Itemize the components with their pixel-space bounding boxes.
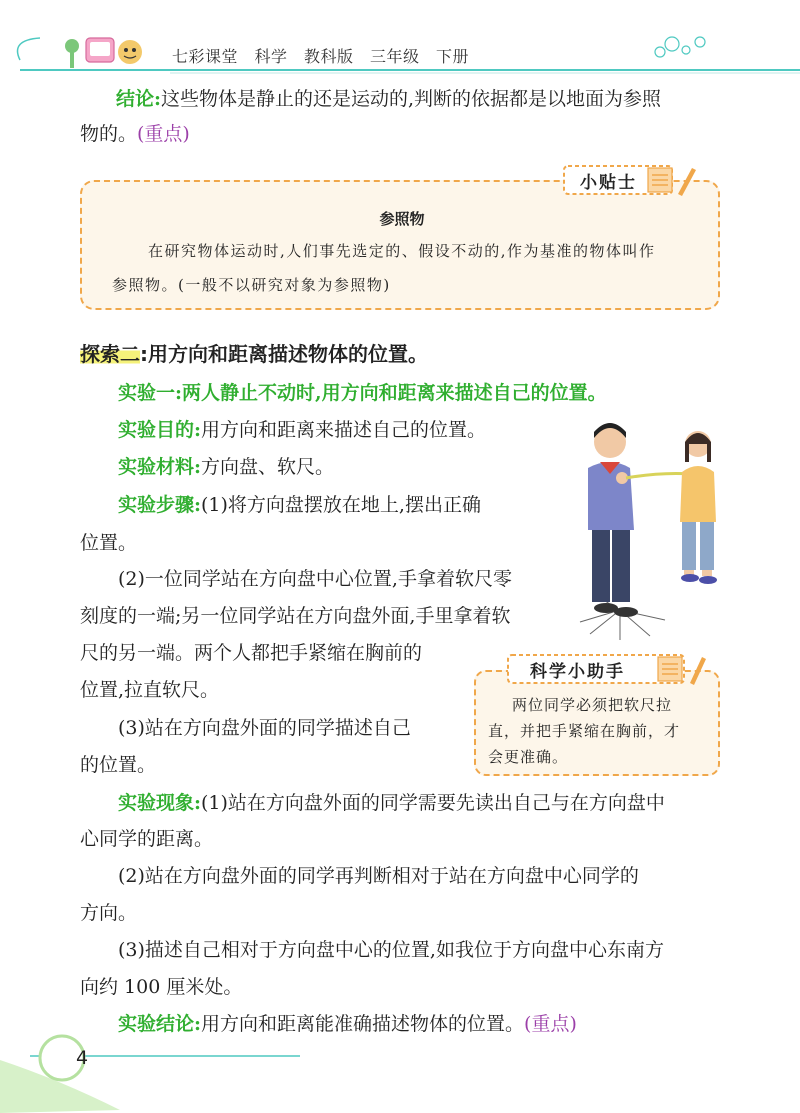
ph3-b: 向约 100 厘米处。	[80, 976, 243, 998]
experiment-title	[118, 376, 607, 411]
helper-tag-label: 科学小助手	[530, 662, 625, 682]
page-number: 4	[75, 1047, 89, 1069]
step1-a: (1)将方向盘摆放在地上,摆出正确	[201, 494, 481, 516]
step2-a: (2)一位同学站在方向盘中心位置,手拿着软尺零	[118, 568, 512, 590]
conclusion-emphasis: (重点)	[137, 123, 190, 145]
tip-title: 参照物	[379, 210, 425, 228]
page-header	[0, 0, 800, 80]
helper-line-3: 会更准确。	[488, 748, 569, 766]
step3-a: (3)站在方向盘外面的同学描述自己	[118, 717, 411, 739]
tip-line-1: 在研究物体运动时,人们事先选定的、假设不动的,作为基准的物体叫作	[148, 242, 656, 260]
ph2-a: (2)站在方向盘外面的同学再判断相对于站在方向盘中心同学的	[118, 865, 639, 887]
helper-line-2: 直，并把手紧缩在胸前，才	[488, 722, 681, 740]
tip-tag	[560, 162, 700, 198]
phenomenon-label: 实验现象:	[118, 792, 202, 814]
tip-line-2: 参照物。(一般不以研究对象为参照物)	[112, 276, 391, 294]
ph3-a: (3)描述自己相对于方向盘中心的位置,如我位于方向盘中心东南方	[118, 939, 664, 961]
conclusion-line-2	[80, 117, 190, 152]
conclusion-text-1: 这些物体是静止的还是运动的,判断的依据都是以地面为参照	[161, 88, 662, 110]
step2-c: 尺的另一端。两个人都把手紧缩在胸前的	[80, 642, 423, 664]
helper-line-1: 两位同学必须把软尺拉	[512, 696, 673, 714]
phenomenon-line-1	[118, 786, 665, 821]
experiment-title-text: 实验一:两人静止不动时,用方向和距离来描述自己的位置。	[118, 382, 607, 404]
purpose-text: 用方向和距离来描述自己的位置。	[201, 419, 487, 441]
explore-heading	[80, 338, 428, 367]
steps-label: 实验步骤:	[118, 494, 202, 516]
purpose-label: 实验目的:	[118, 419, 202, 441]
explore-prefix: 探索二	[80, 342, 140, 366]
exp-conclusion-emphasis: (重点)	[524, 1013, 577, 1035]
ph1-b: 心同学的距离。	[80, 828, 214, 850]
footer-decoration	[0, 1020, 300, 1113]
ph2-b: 方向。	[80, 902, 138, 924]
header-title: 七彩课堂 科学 教科版 三年级 下册	[172, 47, 470, 66]
ph1-a: (1)站在方向盘外面的同学需要先读出自己与在方向盘中	[201, 792, 665, 814]
conclusion-line-1	[116, 82, 661, 117]
conclusion-label: 结论:	[116, 88, 162, 110]
step1-b: 位置。	[80, 532, 138, 554]
step2-b: 刻度的一端;另一位同学站在方向盘外面,手里拿着软	[80, 605, 511, 627]
materials-text: 方向盘、软尺。	[201, 456, 335, 478]
tip-tag-label: 小贴士	[580, 173, 637, 193]
exp-conclusion-label: 实验结论:	[118, 1013, 202, 1035]
experiment-steps-line-1	[118, 488, 481, 523]
step2-d: 位置,拉直软尺。	[80, 679, 220, 701]
materials-label: 实验材料:	[118, 456, 202, 478]
tip-box	[80, 180, 720, 310]
explore-rest: :用方向和距离描述物体的位置。	[140, 342, 428, 366]
series-logo-icon	[60, 28, 160, 72]
exp-conclusion-text: 用方向和距离能准确描述物体的位置。	[201, 1013, 525, 1035]
students-measuring-illustration	[570, 412, 740, 644]
conclusion-text-2: 物的。	[80, 123, 138, 145]
step3-b: 的位置。	[80, 754, 157, 776]
experiment-purpose	[118, 413, 486, 448]
helper-tag	[504, 651, 712, 687]
experiment-materials	[118, 450, 334, 485]
